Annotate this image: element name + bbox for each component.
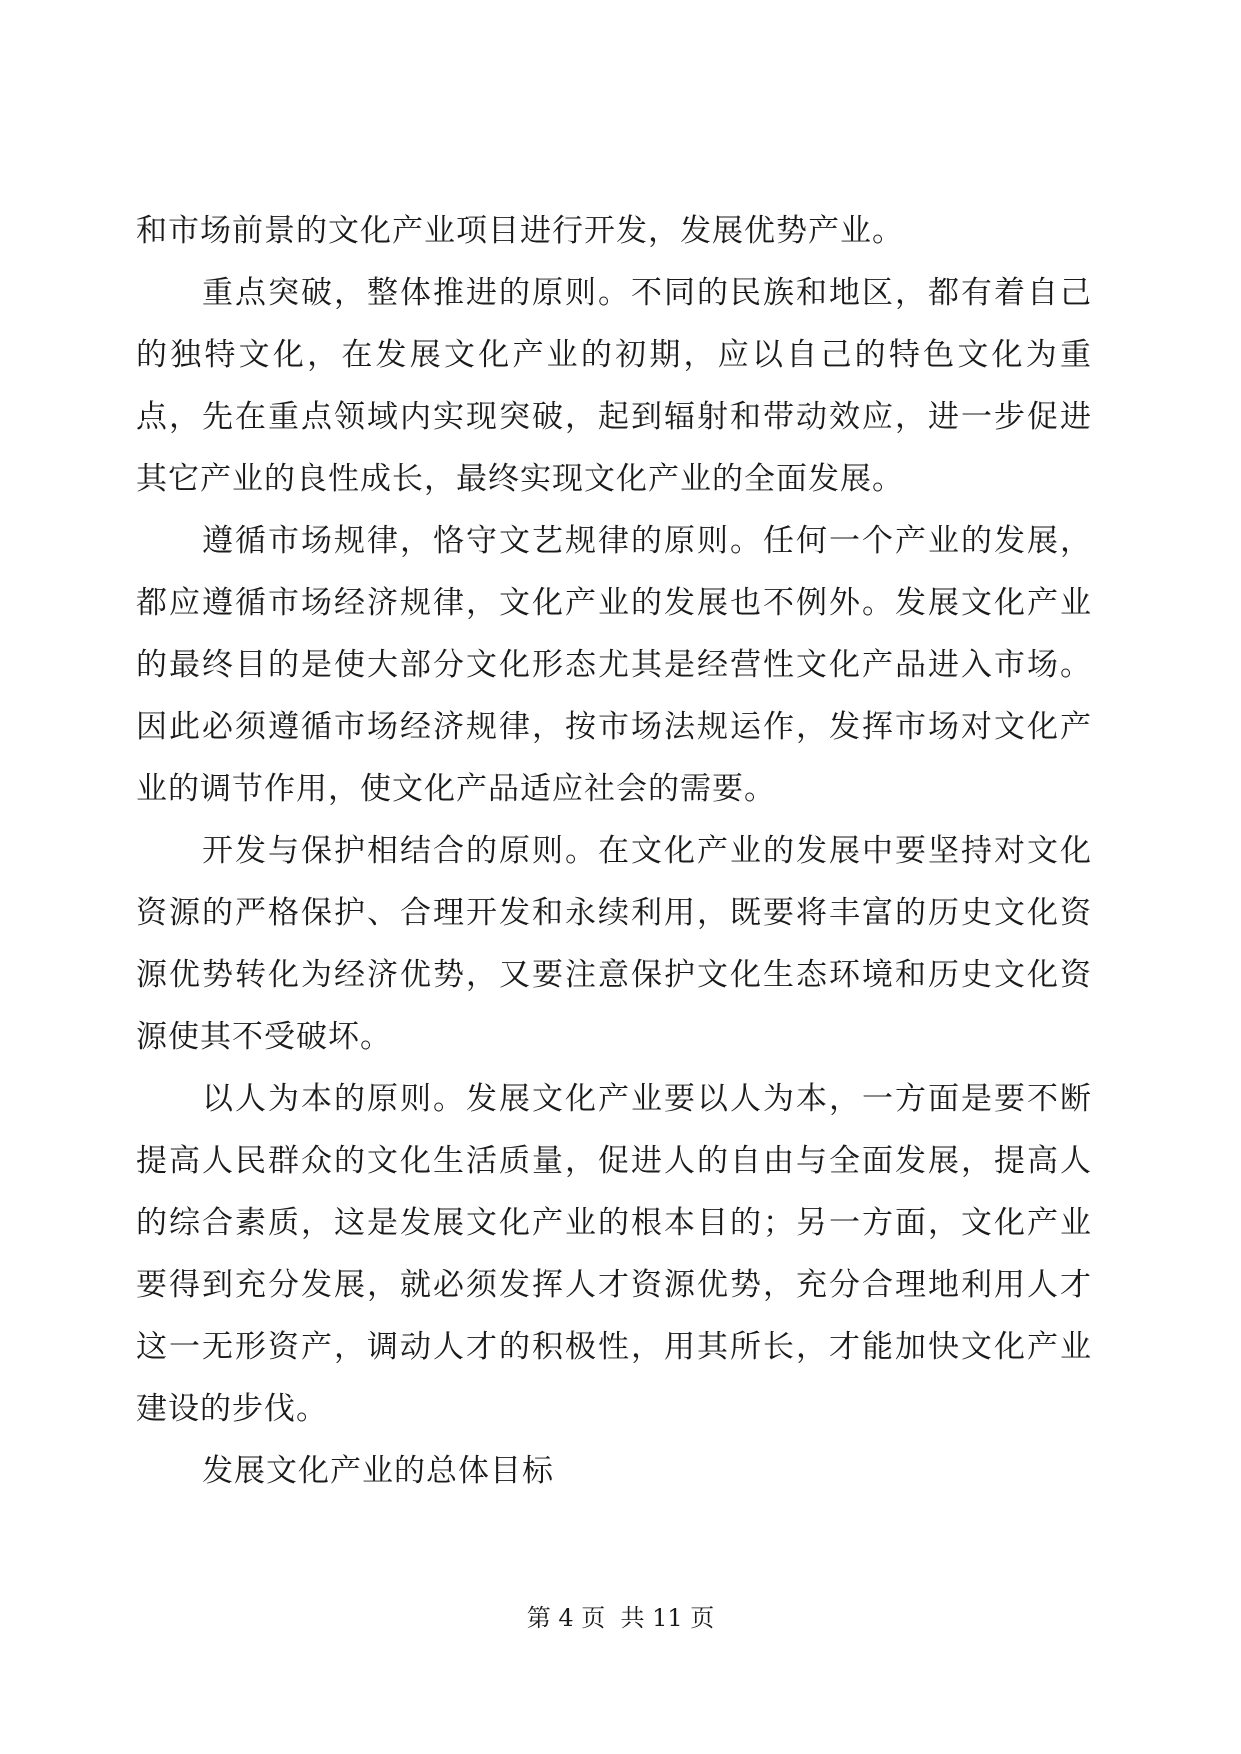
page-number-label: 第 4 页 共 11 页 bbox=[526, 1604, 715, 1632]
paragraph-people-oriented: 以人为本的原则。发展文化产业要以人为本，一方面是要不断提高人民群众的文化生活质量，促进人的自由与全面发展，提高人的综合素质，这是发展文化产业的根本目的；另一方面，文化产业要得到充分发展，就必须发挥人才资源优势，充分合理地利用人才这一无形资产，调动人才的积极性，用其所长，才能加快文化产业建设的步伐。 bbox=[136, 1081, 1092, 1427]
paragraph-development-protection: 开发与保护相结合的原则。在文化产业的发展中要坚持对文化资源的严格保护、合理开发和永续利用，既要将丰富的历史文化资源优势转化为经济优势，又要注意保护文化生态环境和历史文化资源使其不受破坏。 bbox=[136, 833, 1092, 1055]
section-heading-overall-goal: 发展文化产业的总体目标 bbox=[202, 1453, 554, 1489]
paragraph-market-rules: 遵循市场规律，恪守文艺规律的原则。任何一个产业的发展，都应遵循市场经济规律，文化产业的发展也不例外。发展文化产业的最终目的是使大部分文化形态尤其是经营性文化产品进入市场。因此必须遵循市场经济规律，按市场法规运作，发挥市场对文化产业的调节作用，使文化产品适应社会的需要。 bbox=[136, 523, 1092, 807]
paragraph-continuation: 和市场前景的文化产业项目进行开发，发展优势产业。 bbox=[136, 213, 904, 249]
paragraph-key-breakthrough: 重点突破，整体推进的原则。不同的民族和地区，都有着自己的独特文化，在发展文化产业的初期，应以自己的特色文化为重点，先在重点领域内实现突破，起到辐射和带动效应，进一步促进其它产业的良性成长，最终实现文化产业的全面发展。 bbox=[136, 275, 1092, 497]
page-footer bbox=[0, 1602, 1241, 1634]
document-body bbox=[136, 200, 1092, 1502]
